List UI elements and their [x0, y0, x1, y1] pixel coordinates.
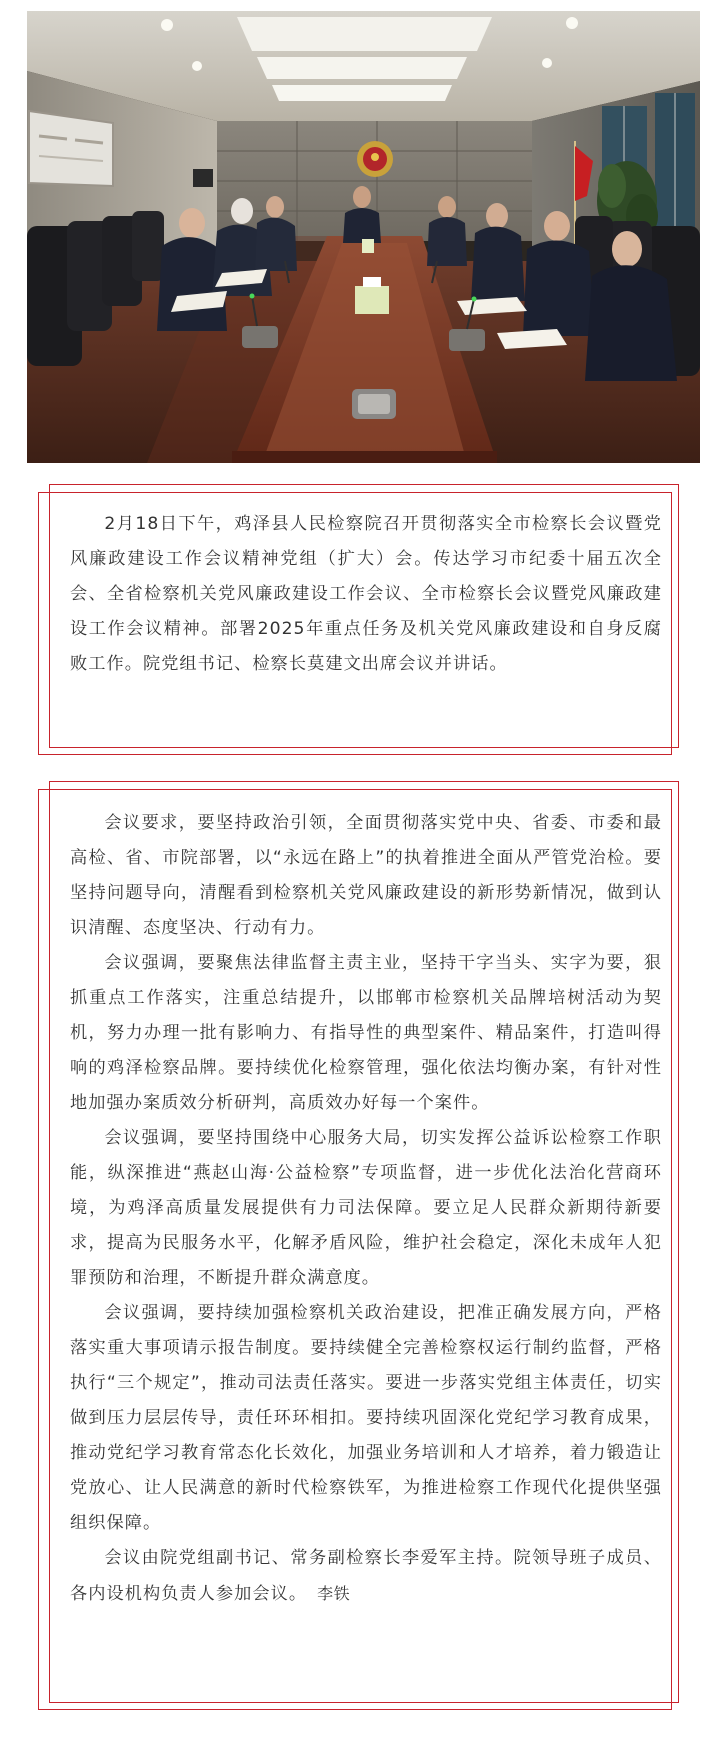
body-paragraph-4: 会议强调，要持续加强检察机关政治建设，把准正确发展方向，严格落实重大事项请示报告制度。要持续健全完善检察权运行制约监督，严格执行“三个规定”，推动司法责任落实。要进一步落实党组主体责任，切实做到压力层层传导，责任环环相扣。要持续巩固深化党纪学习教育成果，推动党纪学习教育常态化长效化，加强业务培训和人才培养，着力锻造让党放心、让人民满意的新时代检察铁军，为推进检察工作现代化提供坚强组织保障。	[70, 1303, 662, 1533]
body-paragraph-1: 会议要求，要坚持政治引领，全面贯彻落实党中央、省委、市委和最高检、省、市院部署，以“永远在路上”的执着推进全面从严管党治检。要坚持问题导向，清醒看到检察机关党风廉政建设的新形势新情况，做到认识清醒、态度坚决、行动有力。	[70, 813, 662, 938]
closing-text: 会议由院党组副书记、常务副检察长李爱军主持。院领导班子成员、各内设机构负责人参加会议。	[70, 1548, 662, 1604]
meeting-room-photo	[27, 11, 700, 463]
body-paragraph-2: 会议强调，要聚焦法律监督主责主业，坚持干字当头、实字为要，狠抓重点工作落实，注重总结提升，以邯郸市检察机关品牌培树活动为契机，努力办理一批有影响力、有指导性的典型案件、精品案件，打造叫得响的鸡泽检察品牌。要持续优化检察管理，强化依法均衡办案，有针对性地加强办案质效分析研判，高质效办好每一个案件。	[70, 953, 662, 1113]
body-paragraph-5	[70, 1541, 662, 1612]
lead-box	[49, 484, 679, 748]
body-paragraph-3: 会议强调，要坚持围绕中心服务大局，切实发挥公益诉讼检察工作职能，纵深推进“燕赵山海·公益检察”专项监督，进一步优化法治化营商环境，为鸡泽高质量发展提供有力司法保障。要立足人民群众新期待新要求，提高为民服务水平，化解矛盾风险，维护社会稳定，深化未成年人犯罪预防和治理，不断提升群众满意度。	[70, 1128, 662, 1288]
lead-paragraph: 2月18日下午，鸡泽县人民检察院召开贯彻落实全市检察长会议暨党风廉政建设工作会议精神党组（扩大）会。传达学习市纪委十届五次全会、全省检察机关党风廉政建设工作会议、全市检察长会议暨党风廉政建设工作会议精神。部署2025年重点任务及机关党风廉政建设和自身反腐败工作。院党组书记、检察长莫建文出席会议并讲话。	[70, 514, 662, 674]
body-box	[49, 781, 679, 1703]
author-name: 李铁	[317, 1584, 351, 1603]
body-content	[70, 806, 662, 1612]
